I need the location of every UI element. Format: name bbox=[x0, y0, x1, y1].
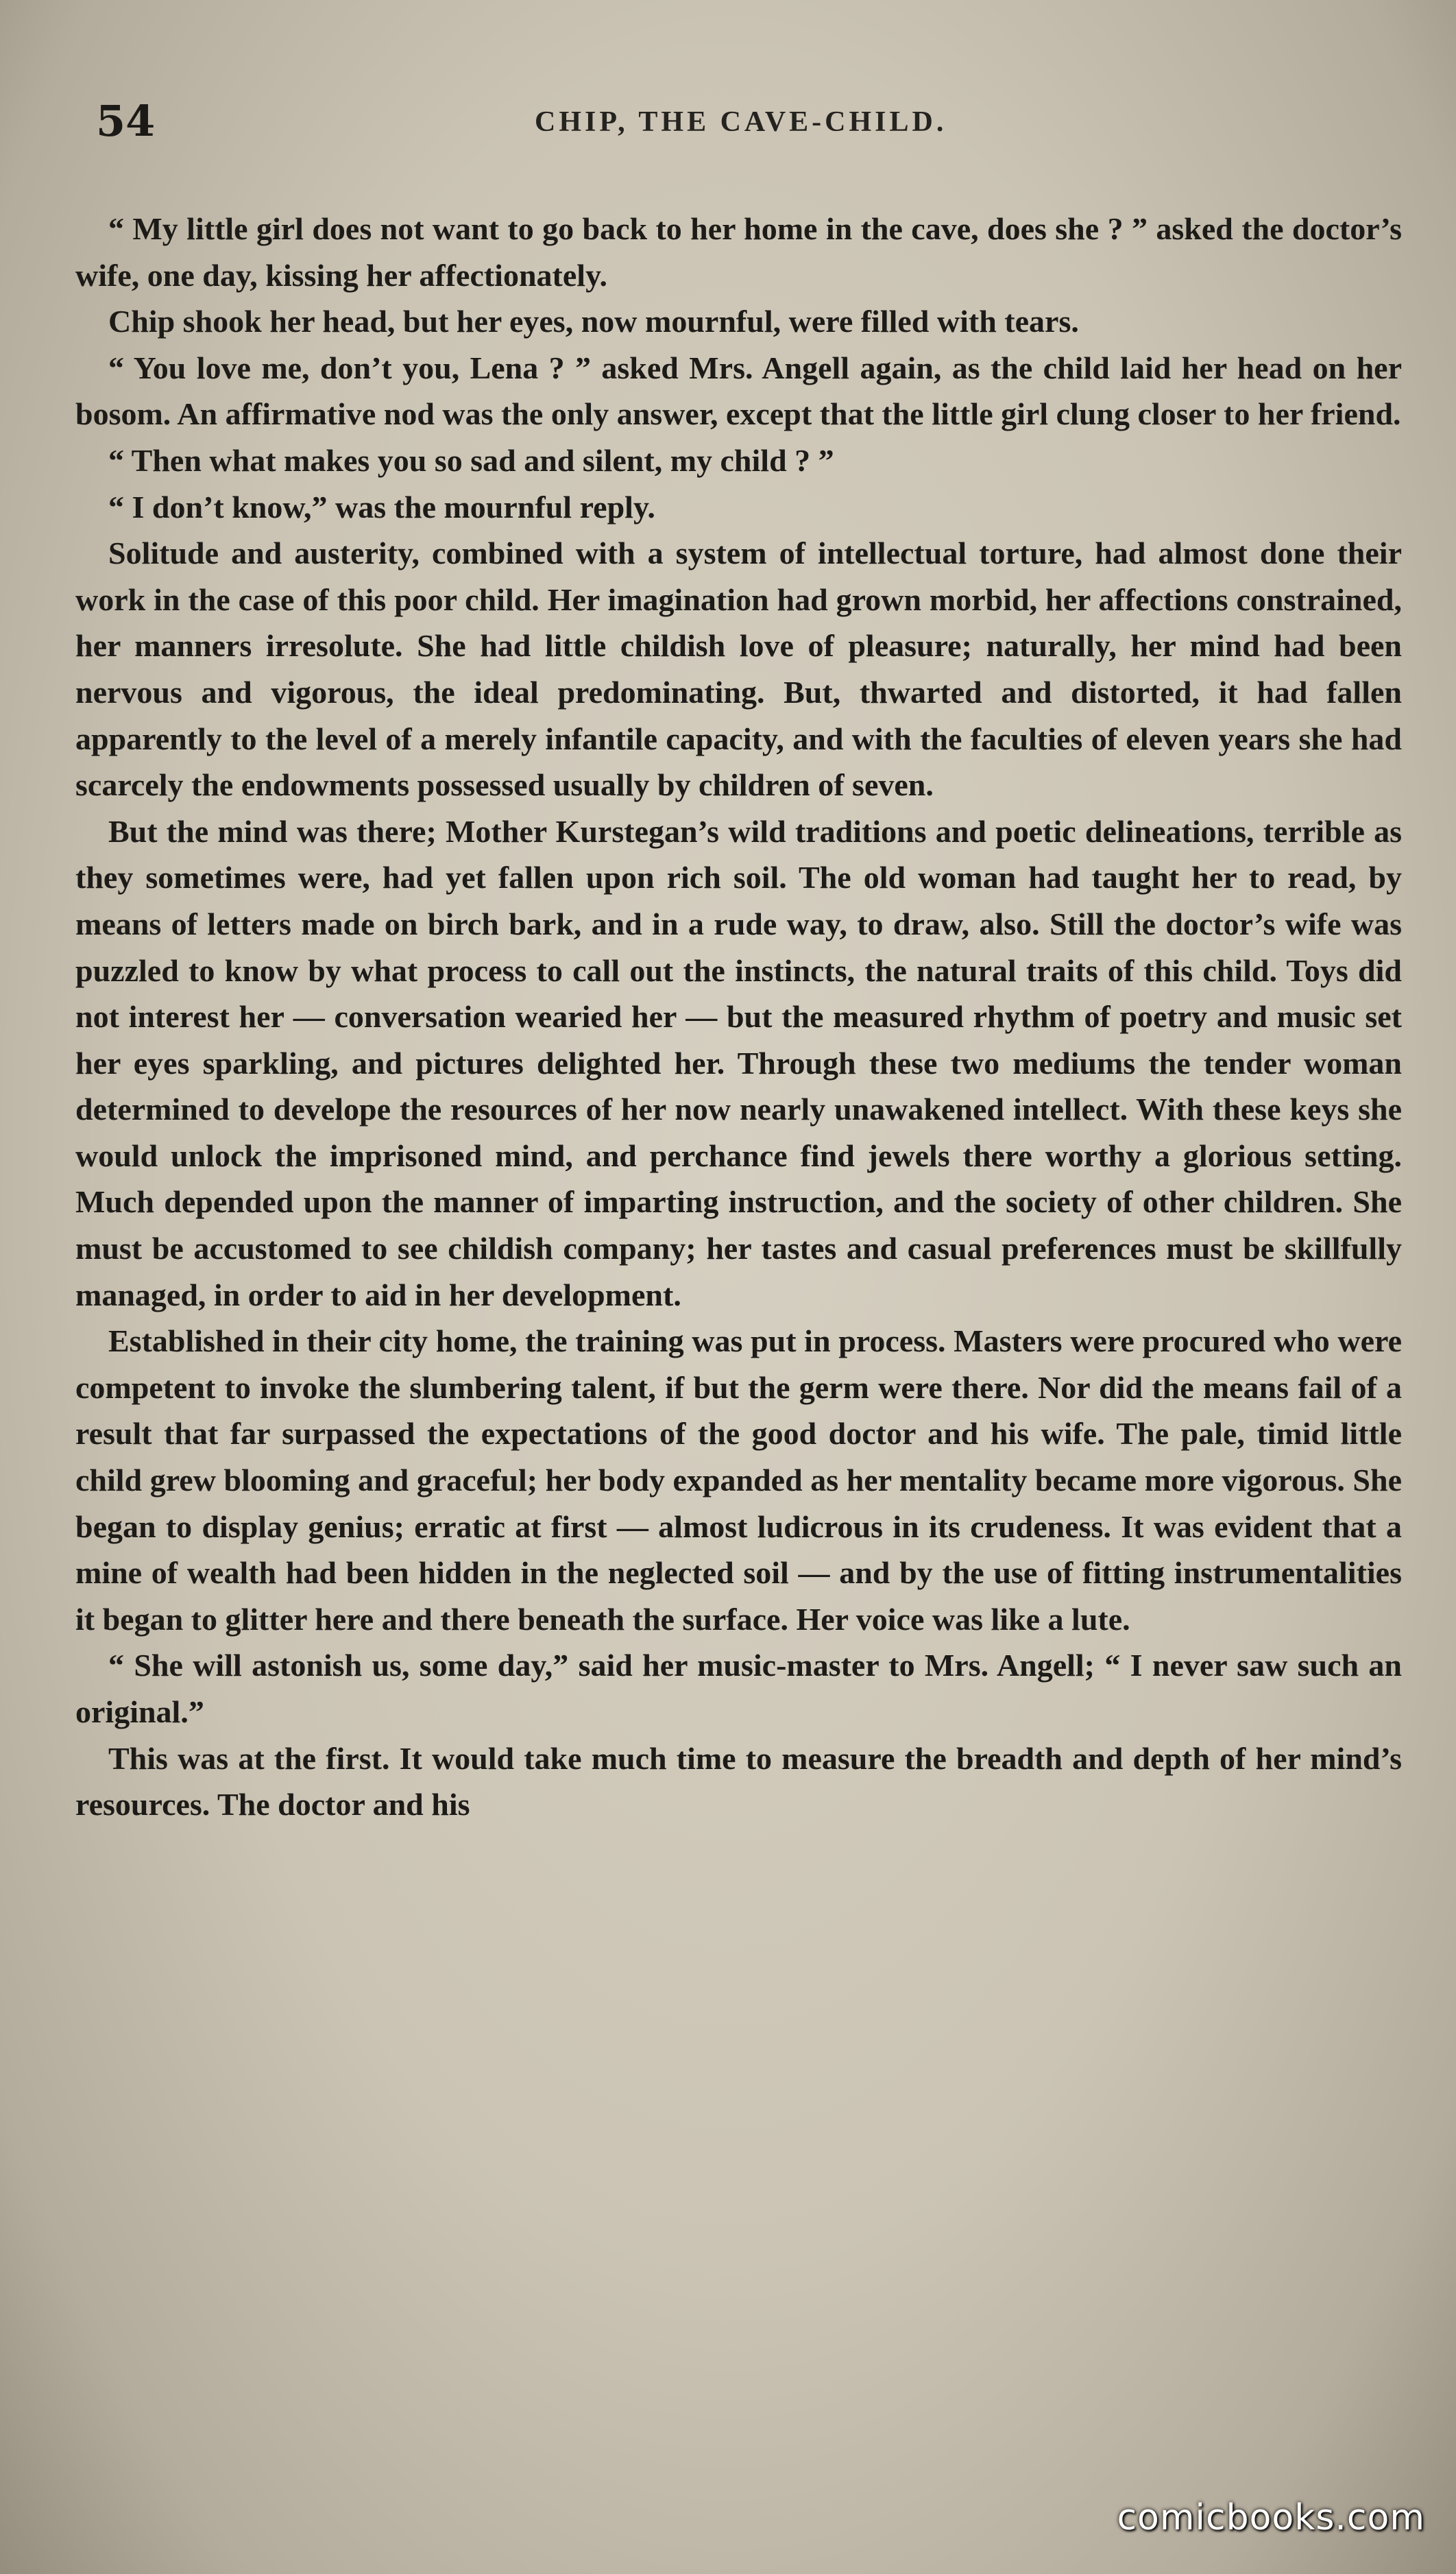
paragraph: But the mind was there; Mother Kurstegan’s wild traditions and poetic delineations, terrible as they sometimes were, had yet fallen upon rich soil. The old woman had taught her to read, by means of letters made on birch bark, and in a rude way, to draw, also. Still the doctor’s wife was puzzled to know by what process to call out the instincts, the natural traits of this child. Toys did not interest her — conversation wearied her — but the measured rhythm of poetry and music set her eyes sparkling, and pictures delighted her. Through these two mediums the tender woman determined to develope the resources of her now nearly unawakened intellect. With these keys she would unlock the imprisoned mind, and perchance find jewels there worthy a glorious setting. Much depended upon the manner of imparting instruction, and the society of other children. She must be accustomed to see childish company; her tastes and casual preferences must be skillfully managed, in order to aid in her development. bbox=[75, 813, 1402, 1312]
page-number: 54 bbox=[96, 96, 156, 146]
page-header bbox=[89, 96, 1392, 158]
paragraph: “ My little girl does not want to go back to her home in the cave, does she ? ” asked the doctor’s wife, one day, kissing her affectionately. bbox=[75, 211, 1402, 293]
paragraph: Established in their city home, the training was put in process. Masters were procured who were competent to invoke the slumbering talent, if but the germ were there. Nor did the means fail of a result that far surpassed the expectations of the good doctor and his wife. The pale, timid little child grew blooming and graceful; her body expanded as her mentality became more vigorous. She began to display genius; erratic at first — almost ludicrous in its crudeness. It was evident that a mine of wealth had been hidden in the neglected soil — and by the use of fitting instrumentalities it began to glitter here and there beneath the surface. Her voice was like a lute. bbox=[75, 1323, 1402, 1637]
paragraph: “ I don’t know,” was the mournful reply. bbox=[108, 489, 655, 525]
paragraph: Solitude and austerity, combined with a system of intellectual torture, had almost done their work in the case of this poor child. Her imagination had grown morbid, her affections constrained, her manners irresolute. She had little childish love of pleasure; naturally, her mind had been nervous and vigorous, the ideal predominating. But, thwarted and distorted, it had fallen apparently to the level of a merely infantile capacity, and with the faculties of eleven years she had scarcely the endowments possessed usually by children of seven. bbox=[75, 536, 1402, 803]
running-title: CHIP, THE CAVE-CHILD. bbox=[535, 106, 947, 138]
body-text bbox=[75, 206, 1402, 1828]
watermark-logo: comicbooks.com bbox=[1117, 2497, 1425, 2538]
paragraph: “ She will astonish us, some day,” said her music-master to Mrs. Angell; “ I never saw such an original.” bbox=[75, 1648, 1402, 1729]
paragraph: “ You love me, don’t you, Lena ? ” asked Mrs. Angell again, as the child laid her head on her bosom. An affirmative nod was the only answer, except that the little girl clung closer to her friend. bbox=[75, 350, 1402, 432]
paragraph: Chip shook her head, but her eyes, now mournful, were filled with tears. bbox=[108, 304, 1079, 339]
paragraph: “ Then what makes you so sad and silent, my child ? ” bbox=[108, 442, 834, 478]
paragraph: This was at the first. It would take much time to measure the breadth and depth of her mind’s resources. The doctor and his bbox=[75, 1740, 1402, 1823]
